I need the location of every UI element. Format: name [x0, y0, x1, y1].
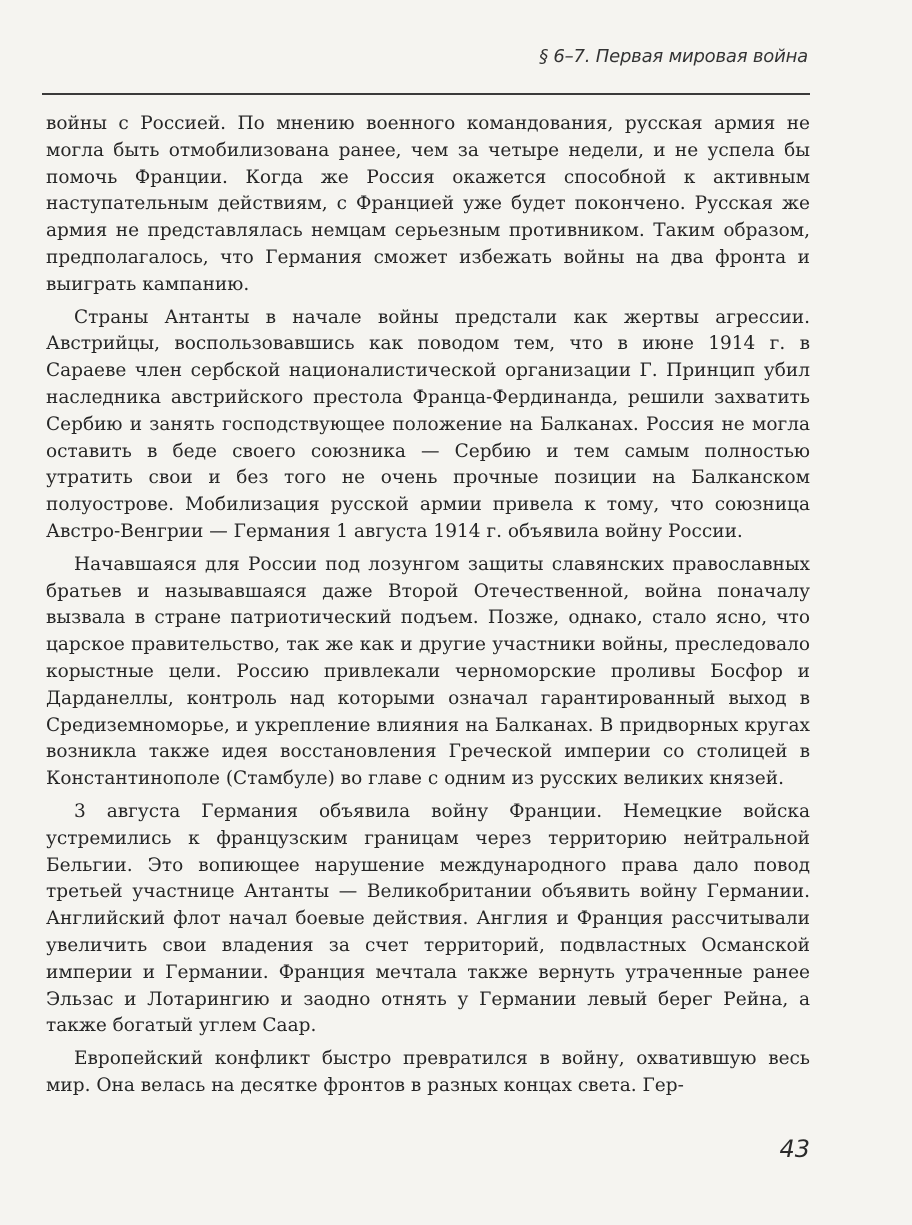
- page-number: 43: [779, 1135, 810, 1163]
- body-text: [46, 111, 810, 1100]
- paragraph-5: Европейский конфликт быстро превратился в войну, охватившую весь мир. Она велась на десятке фронтов в разных концах света. Гер-: [46, 1048, 810, 1096]
- running-header: § 6–7. Первая мировая война: [539, 46, 808, 67]
- paragraph-2: Страны Антанты в начале войны предстали как жертвы агрессии. Австрийцы, воспользовавшись как поводом тем, что в июне 1914 г. в Сараеве член сербской националистической организации Г. Принцип убил наследника австрийского престола Франца-Фердинанда, решили захватить Сербию и занять господствующее положение на Балканах. Россия не могла оставить в беде своего союзника — Сербию и тем самым полностью утратить свои и без того не очень прочные позиции на Балканском полуострове. Мобилизация русской армии привела к тому, что союзница Австро-Венгрии — Германия 1 августа 1914 г. объявила войну России.: [46, 306, 810, 542]
- paragraph-3: Начавшаяся для России под лозунгом защиты славянских православных братьев и называвшаяся даже Второй Отечественной, война поначалу вызвала в стране патриотический подъем. Позже, однако, стало ясно, что царское правительство, так же как и другие участники войны, преследовало корыстные цели. Россию привлекали черноморские проливы Босфор и Дарданеллы, контроль над которыми означал гарантированный выход в Средиземноморье, и укрепление влияния на Балканах. В придворных кругах возникла также идея восстановления Греческой империи со столицей в Константинополе (Стамбуле) во главе с одним из русских великих князей.: [46, 553, 810, 790]
- header-rule: [42, 93, 810, 95]
- paragraph-4: 3 августа Германия объявила войну Франции. Немецкие войска устремились к французским границам через территорию нейтральной Бельгии. Это вопиющее нарушение международного права дало повод третьей участнице Антанты — Великобритании объявить войну Германии. Английский флот начал боевые действия. Англия и Франция рассчитывали увеличить свои владения за счет территорий, подвластных Османской империи и Германии. Франция мечтала также вернуть утраченные ранее Эльзас и Лотарингию и заодно отнять у Германии левый берег Рейна, а также богатый углем Саар.: [46, 800, 810, 1037]
- paragraph-1: войны с Россией. По мнению военного командования, русская армия не могла быть отмобилизована ранее, чем за четыре недели, и не успела бы помочь Франции. Когда же Россия окажется способной к активным наступательным действиям, с Францией уже будет покончено. Русская же армия не представлялась немцам серьезным противником. Таким образом, предполагалось, что Германия сможет избежать войны на два фронта и выиграть кампанию.: [46, 113, 810, 295]
